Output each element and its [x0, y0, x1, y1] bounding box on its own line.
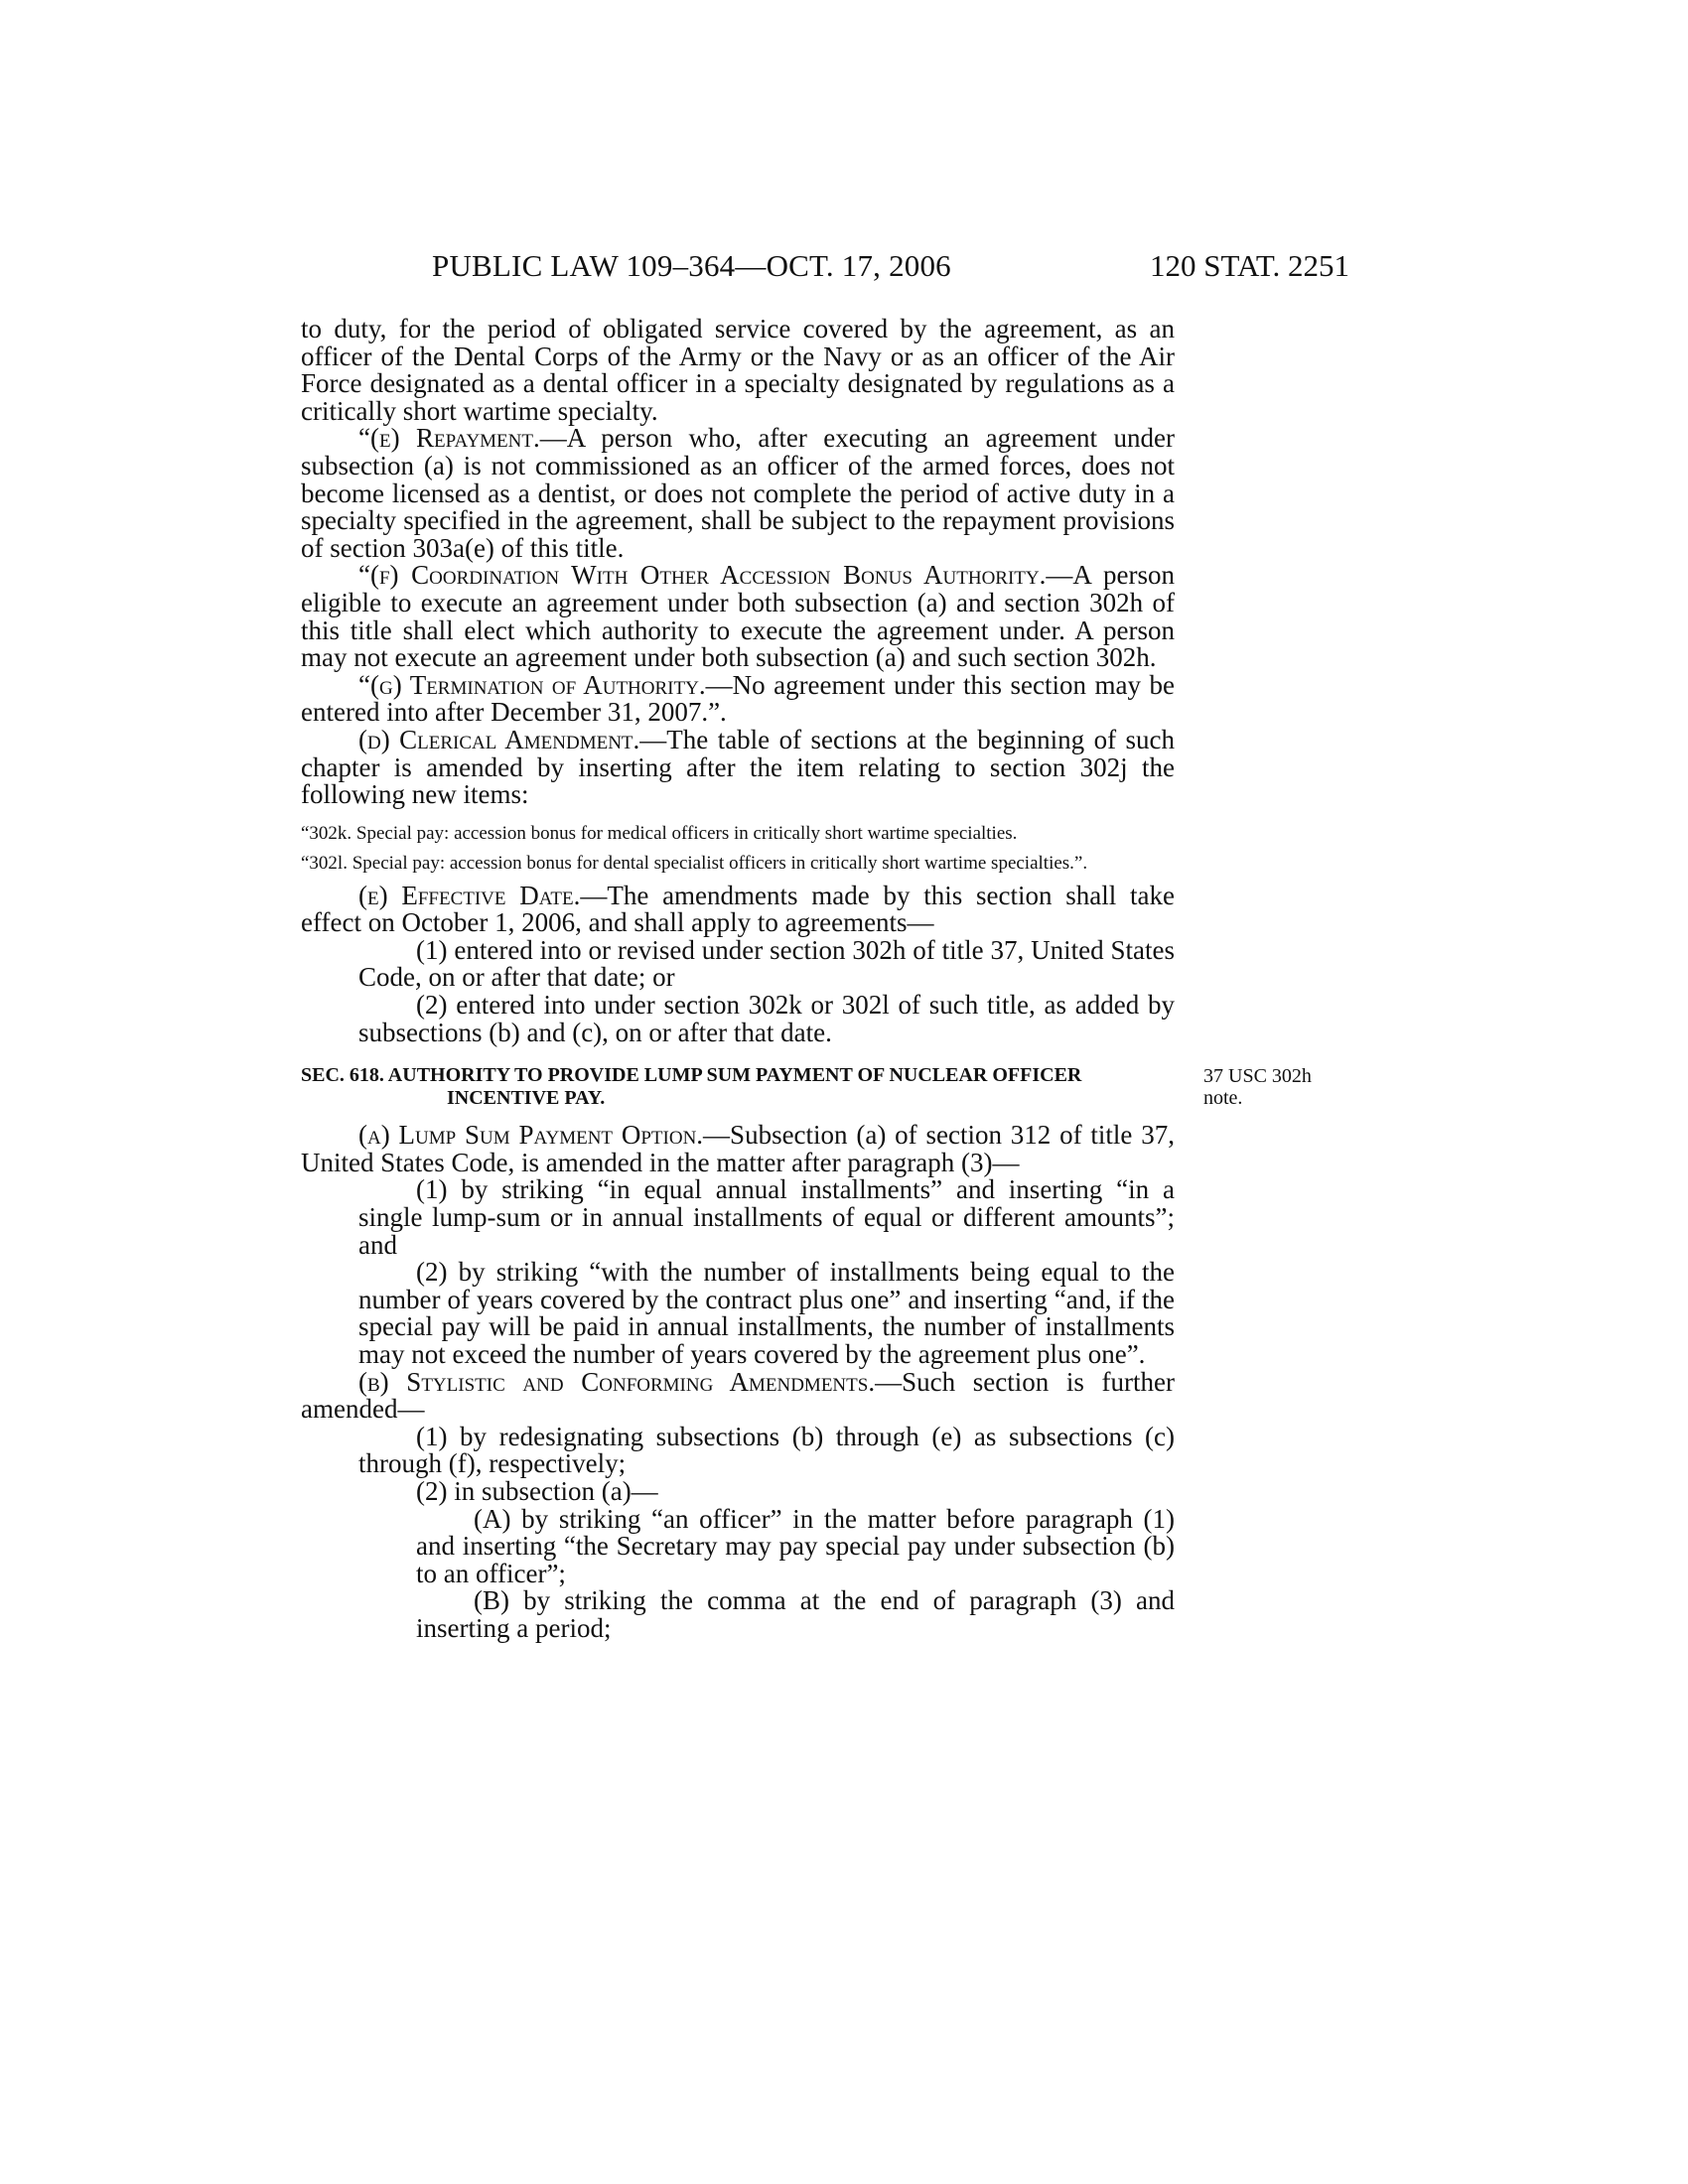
subparagraph-item: (B) by striking the comma at the end of paragraph (3) and inserting a period; [416, 1585, 1175, 1643]
paragraph-item: (2) in subsection (a)— [416, 1475, 658, 1506]
subsection-text: —No agreement under this section may be entered into after December 31, 2007.”. [301, 669, 1175, 728]
subsection-heading: (b) Stylistic and Conforming Amendments. [358, 1366, 876, 1397]
subsection-a-lump-sum [301, 1122, 1175, 1176]
paragraph-item: (2) entered into under section 302k or 302l of such title, as added by subsections (b) and (c), on or after that date. [358, 990, 1175, 1047]
body-text [301, 316, 1175, 1643]
subsection-heading: (d) Clerical Amendment. [358, 724, 640, 754]
running-header-law: PUBLIC LAW 109–364—OCT. 17, 2006 [432, 248, 951, 283]
subsection-text: —Subsection (a) of section 312 of title 37, United States Code, is amended in the matter after paragraph (3)— [301, 1120, 1175, 1177]
paragraph-item: (1) by striking “in equal annual installments” and inserting “in a single lump-sum or in annual installments of equal or different amounts”; and [358, 1174, 1175, 1260]
section-heading-618: SEC. 618. AUTHORITY TO PROVIDE LUMP SUM PAYMENT OF NUCLEAR OFFICER INCENTIVE PAY. [301, 1064, 1082, 1110]
paragraph-item: (2) by striking “with the number of installments being equal to the number of years covered by the contract plus one” and inserting “and, if the special pay will be paid in annual installments, the number of installments may not exceed the number of years covered by the agreement plus one”. [358, 1257, 1175, 1369]
subsection-effective-date [301, 880, 1175, 938]
subsection-text: —The table of sections at the beginning of such chapter is amended by inserting after the item relating to section 302j the following new items: [301, 724, 1175, 810]
running-header-stat-page: 120 STAT. 2251 [1150, 248, 1350, 283]
toc-item: “302l. Special pay: accession bonus for dental specialist officers in critically short wartime specialties.”. [301, 852, 1088, 874]
subsection-heading: “(f) Coordination With Other Accession Bonus Authority. [358, 560, 1047, 591]
subsection-d-clerical [301, 724, 1175, 810]
toc-item: “302k. Special pay: accession bonus for medical officers in critically short wartime specialties. [301, 822, 1018, 844]
subparagraph-item: (A) by striking “an officer” in the matter before paragraph (1) and inserting “the Secretary may pay special pay under subsection (b) to an officer”; [416, 1503, 1175, 1588]
paragraph-item: (1) entered into or revised under section 302h of title 37, United States Code, on or after that date; or [358, 934, 1175, 993]
subsection-b-stylistic [301, 1366, 1175, 1425]
subsection-f-coordination [301, 562, 1175, 671]
subsection-text: —A person eligible to execute an agreement under both subsection (a) and section 302h of this title shall elect which authority to execute the agreement under. A person may not execute an agreement under both subsection (a) and such section 302h. [301, 560, 1175, 673]
subsection-g-termination [301, 669, 1175, 728]
subsection-heading: (a) Lump Sum Payment Option. [358, 1120, 704, 1151]
subsection-heading: “(g) Termination of Authority. [358, 669, 706, 700]
subsection-heading: “(e) Repayment. [358, 423, 540, 454]
paragraph-item: (1) by redesignating subsections (b) through (e) as subsections (c) through (f), respectively; [358, 1421, 1175, 1479]
subsection-text: —The amendments made by this section shall take effect on October 1, 2006, and shall apply to agreements— [301, 880, 1175, 938]
subsection-text: —A person who, after executing an agreement under subsection (a) is not commissioned as an officer of the armed forces, does not become licensed as a dentist, or does not complete the period of active duty in a specialty specified in the agreement, shall be subject to the repayment provisions of section 303a(e) of this title. [301, 423, 1175, 563]
margin-citation-line: note. [1203, 1087, 1243, 1109]
table-of-sections-items [301, 823, 1175, 874]
paragraph-continuation: to duty, for the period of obligated service covered by the agreement, as an officer of the Dental Corps of the Army or the Navy or as an officer of the Air Force designated as a dental officer in a specialty designated by regulations as a critically short wartime specialty. [301, 314, 1175, 426]
subsection-text: —Such section is further amended— [301, 1366, 1175, 1425]
margin-citation [1203, 1065, 1312, 1109]
subsection-heading: (e) Effective Date. [358, 880, 581, 910]
margin-citation-line: 37 USC 302h [1203, 1065, 1312, 1087]
subsection-e-repayment [301, 425, 1175, 562]
